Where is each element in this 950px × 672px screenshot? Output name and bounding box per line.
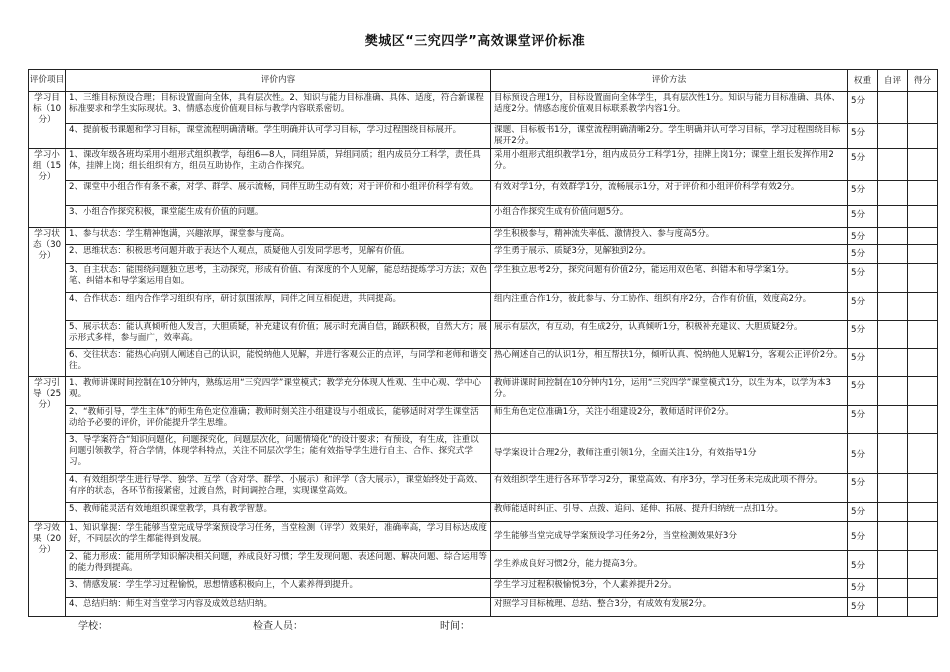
weight-value: 5分 (851, 449, 866, 460)
weight-cell (848, 579, 878, 598)
weight-value: 5分 (851, 478, 866, 488)
table-row (29, 124, 938, 149)
content-cell: 6、交往状态：能热心向别人阐述自己的认识，能悦纳他人见解，并进行客观公正的点评，与同学和老师和谐交往。 (66, 349, 491, 377)
score-cell[interactable] (908, 124, 938, 149)
score-cell[interactable] (908, 228, 938, 245)
weight-value: 5分 (851, 353, 866, 363)
method-cell: 课题、目标板书1分，课堂流程明确清晰2分。学生明确并认可学习目标，学习过程围绕目标展开2分。 (491, 124, 848, 149)
self-eval-cell[interactable] (878, 124, 908, 149)
method-cell: 组内注重合作1分，彼此参与、分工协作、组织有序2分，合作有价值，效度高2分。 (491, 293, 848, 321)
weight-value: 5分 (851, 210, 866, 220)
table-row (29, 598, 938, 617)
content-cell: 3、情感发展：学生学习过程愉悦，思想情感积极向上，个人素养得到提升。 (66, 579, 491, 598)
header-item: 评价项目 (29, 70, 66, 92)
weight-value: 5分 (851, 153, 866, 163)
table-row (29, 503, 938, 522)
method-cell: 学生勇于展示、质疑3分，见解独到2分。 (491, 245, 848, 264)
table-row (29, 522, 938, 551)
weight-cell (848, 228, 878, 245)
self-eval-cell[interactable] (878, 321, 908, 349)
content-cell: 4、有效组织学生进行导学、独学、互学（含对学、群学、小展示）和评学（含大展示），课堂始终处于高效、有序的状态，各环节衔接紧密，过渡自然，时间调控合理，实现课堂高效。 (66, 474, 491, 503)
method-cell: 展示有层次，有互动，有生成2分，认真倾听1分，积极补充建议、大胆质疑2分。 (491, 321, 848, 349)
header-score (908, 70, 938, 92)
score-cell[interactable] (908, 264, 938, 293)
self-eval-cell[interactable] (878, 522, 908, 551)
score-cell[interactable] (908, 503, 938, 522)
header-content: 评价内容 (66, 70, 491, 92)
score-cell[interactable] (908, 349, 938, 377)
content-cell: 2、“教师引导，学生主体”的师生角色定位准确；教师时刻关注小组建设与小组成长，能够适时对学生课堂活动给予必要的评价，评价能提升学生思维。 (66, 406, 491, 434)
weight-value: 5分 (851, 560, 866, 571)
content-cell: 4、提前板书课题和学习目标，课堂流程明确清晰。学生明确并认可学习目标，学习过程围绕目标展开。 (66, 124, 491, 149)
content-cell: 2、课堂中小组合作有条不紊，对学、群学、展示流畅，同伴互助生动有效；对于评价和小组评价科学有效。 (66, 181, 491, 206)
header-self-text: 自评 (883, 75, 902, 86)
weight-cell (848, 551, 878, 579)
table-row (29, 92, 938, 124)
method-cell: 有效组织学生进行各环节学习2分，课堂高效、有序3分，学习任务未完成此项不得分。 (491, 474, 848, 503)
self-eval-cell[interactable] (878, 434, 908, 474)
method-cell: 学生积极参与，精神流失率低、激情投入、参与度高5分。 (491, 228, 848, 245)
footer-inspector-label: 检查人员： (253, 621, 303, 632)
self-eval-cell[interactable] (878, 92, 908, 124)
weight-value: 5分 (851, 268, 866, 278)
score-cell[interactable] (908, 579, 938, 598)
evaluation-table (28, 69, 938, 617)
self-eval-cell[interactable] (878, 551, 908, 579)
content-cell: 2、能力形成：能用所学知识解决相关问题，养成良好习惯；学生发现问题、表述问题、解决问题、综合运用等的能力得到提高。 (66, 551, 491, 579)
table-row (29, 321, 938, 349)
score-cell[interactable] (908, 598, 938, 617)
weight-cell (848, 321, 878, 349)
footer-school-label: 学校： (78, 621, 108, 632)
category-cell: 学习目标（10分） (29, 92, 66, 149)
score-cell[interactable] (908, 149, 938, 181)
self-eval-cell[interactable] (878, 149, 908, 181)
weight-cell (848, 434, 878, 474)
header-weight-text: 权重 (853, 75, 872, 86)
table-row (29, 245, 938, 264)
content-cell: 1、三维目标预设合理；目标设置面向全体，具有层次性。2、知识与能力目标准确、具体、适度，符合新课程标准要求和学生实际现状。3、情感态度价值观目标与教学内容联系密切。 (66, 92, 491, 124)
table-row (29, 228, 938, 245)
header-method: 评价方法 (491, 70, 848, 92)
content-cell: 1、课改年级各班均采用小组形式组织教学，每组6—8人，同组异质，异组同质；组内成员分工科学，责任具体，挂牌上岗；组长组织有方，组员互助协作，主动合作探究。 (66, 149, 491, 181)
score-cell[interactable] (908, 92, 938, 124)
method-cell: 教师讲课时间控制在10分钟内1分，运用“三究四学”课堂模式1分，以生为本，以学为本3分。 (491, 377, 848, 406)
category-cell: 学习引导（25分） (29, 377, 66, 522)
method-cell: 学生独立思考2分，探究问题有价值2分，能运用双色笔、纠错本和导学案1分。 (491, 264, 848, 293)
table-row (29, 264, 938, 293)
weight-cell (848, 181, 878, 206)
page-title: 樊城区“三究四学”高效课堂评价标准 (364, 34, 586, 49)
weight-cell (848, 293, 878, 321)
self-eval-cell[interactable] (878, 598, 908, 617)
self-eval-cell[interactable] (878, 245, 908, 264)
header-weight (848, 70, 878, 92)
weight-cell (848, 124, 878, 149)
footer (0, 617, 950, 633)
self-eval-cell[interactable] (878, 206, 908, 228)
weight-value: 5分 (851, 249, 866, 259)
weight-value: 5分 (851, 232, 866, 242)
method-cell: 学生养成良好习惯2分，能力提高3分。 (491, 551, 848, 579)
weight-cell (848, 474, 878, 503)
content-cell: 3、自主状态：能围绕问题独立思考，主动探究，形成有价值、有深度的个人见解，能总结提炼学习方法；双色笔、纠错本和导学案运用自如。 (66, 264, 491, 293)
content-cell: 1、知识掌握：学生能够当堂完成导学案预设学习任务，当堂检测（评学）效果好，准确率高，学习目标达成度好，不同层次的学生都能得到发展。 (66, 522, 491, 551)
method-cell: 学生学习过程积极愉悦3分，个人素养提升2分。 (491, 579, 848, 598)
weight-value: 5分 (851, 185, 866, 195)
method-cell: 学生能够当堂完成导学案预设学习任务2分，当堂检测效果好3分 (491, 522, 848, 551)
weight-cell (848, 349, 878, 377)
score-cell[interactable] (908, 551, 938, 579)
score-cell[interactable] (908, 293, 938, 321)
content-cell: 5、展示状态：能认真倾听他人发言，大胆质疑，补充建议有价值；展示时充满自信，踊跃积极，自然大方；展示形式多样，参与面广，效率高。 (66, 321, 491, 349)
content-cell: 2、思维状态：积极思考问题并敢于表达个人观点，质疑他人引发同学思考，见解有价值。 (66, 245, 491, 264)
score-cell[interactable] (908, 181, 938, 206)
content-cell: 1、参与状态：学生精神饱满，兴趣浓厚，课堂参与度高。 (66, 228, 491, 245)
footer-time-label: 时间： (440, 621, 470, 632)
weight-cell (848, 522, 878, 551)
weight-cell (848, 206, 878, 228)
table-row (29, 434, 938, 474)
method-cell: 目标预设合理1分，目标设置面向全体学生，具有层次性1分。知识与能力目标准确、具体、适度2分。情感态度价值观目标联系教学内容1分。 (491, 92, 848, 124)
content-cell: 5、教师能灵活有效地组织课堂教学，具有教学智慧。 (66, 503, 491, 522)
method-cell: 采用小组形式组织教学1分，组内成员分工科学1分，挂牌上岗1分；课堂上组长发挥作用2分。 (491, 149, 848, 181)
table-row (29, 377, 938, 406)
self-eval-cell[interactable] (878, 377, 908, 406)
method-cell: 教师能适时纠正、引导、点拨、追问、延伸、拓展、提升归纳统一点扣1分。 (491, 503, 848, 522)
category-cell: 学习效果（20分） (29, 522, 66, 617)
weight-cell (848, 149, 878, 181)
content-cell: 4、合作状态：组内合作学习组织有序，研讨氛围浓厚，同伴之间互相促进，共同提高。 (66, 293, 491, 321)
self-eval-cell[interactable] (878, 349, 908, 377)
self-eval-cell[interactable] (878, 293, 908, 321)
weight-value: 5分 (851, 507, 866, 517)
method-cell: 小组合作探究生成有价值问题5分。 (491, 206, 848, 228)
score-cell[interactable] (908, 434, 938, 474)
category-cell: 学习小组（15分） (29, 149, 66, 228)
method-cell: 导学案设计合理2分，教师注重引领1分，全面关注1分，有效指导1分 (491, 434, 848, 474)
method-cell: 师生角色定位准确1分，关注小组建设2分，教师适时评价2分。 (491, 406, 848, 434)
self-eval-cell[interactable] (878, 474, 908, 503)
self-eval-cell[interactable] (878, 264, 908, 293)
method-cell: 对照学习目标梳理、总结、整合3分，有成效有发展2分。 (491, 598, 848, 617)
method-cell: 热心阐述自己的认识1分，相互帮扶1分，倾听认真、悦纳他人见解1分，客观公正评价2分。 (491, 349, 848, 377)
category-cell: 学习状态（30分） (29, 228, 66, 377)
header-score-text: 得分 (913, 75, 932, 86)
self-eval-cell[interactable] (878, 579, 908, 598)
weight-cell (848, 245, 878, 264)
score-cell[interactable] (908, 206, 938, 228)
self-eval-cell[interactable] (878, 406, 908, 434)
table-row (29, 206, 938, 228)
weight-value: 5分 (851, 602, 866, 612)
content-cell: 1、教师讲课时间控制在10分钟内，熟练运用“三究四学”课堂模式；教学充分体现人性观、生中心观、学中心观。 (66, 377, 491, 406)
self-eval-cell[interactable] (878, 228, 908, 245)
self-eval-cell[interactable] (878, 503, 908, 522)
weight-value: 5分 (851, 128, 866, 138)
weight-value: 5分 (851, 410, 866, 420)
table-row (29, 406, 938, 434)
weight-cell (848, 503, 878, 522)
score-cell[interactable] (908, 377, 938, 406)
weight-value: 5分 (851, 297, 866, 307)
self-eval-cell[interactable] (878, 181, 908, 206)
content-cell: 3、小组合作探究积极，课堂能生成有价值的问题。 (66, 206, 491, 228)
table-row (29, 551, 938, 579)
header-row (29, 70, 938, 92)
table-row (29, 474, 938, 503)
score-cell[interactable] (908, 522, 938, 551)
weight-value: 5分 (851, 583, 866, 593)
weight-cell (848, 598, 878, 617)
weight-value: 5分 (851, 325, 866, 335)
score-cell[interactable] (908, 474, 938, 503)
weight-cell (848, 406, 878, 434)
table-row (29, 349, 938, 377)
table-row (29, 149, 938, 181)
weight-value: 5分 (851, 532, 866, 542)
weight-value: 5分 (851, 381, 866, 391)
header-self (878, 70, 908, 92)
weight-cell (848, 264, 878, 293)
content-cell: 4、总结归纳：师生对当堂学习内容及成效总结归纳。 (66, 598, 491, 617)
content-cell: 3、导学案符合“知识问题化，问题探究化，问题层次化，问题情境化”的设计要求；有预设，有生成，注重以问题引领教学，符合学情，体现学科特点，关注不同层次学生；能有效指导学生进行自主、合作、探究式学习。 (66, 434, 491, 474)
score-cell[interactable] (908, 321, 938, 349)
method-cell: 有效对学1分，有效群学1分，流畅展示1分，对于评价和小组评价科学有效2分。 (491, 181, 848, 206)
weight-value: 5分 (851, 96, 866, 106)
table-row (29, 293, 938, 321)
weight-cell (848, 377, 878, 406)
table-row (29, 181, 938, 206)
score-cell[interactable] (908, 245, 938, 264)
weight-cell (848, 92, 878, 124)
table-row (29, 579, 938, 598)
score-cell[interactable] (908, 406, 938, 434)
